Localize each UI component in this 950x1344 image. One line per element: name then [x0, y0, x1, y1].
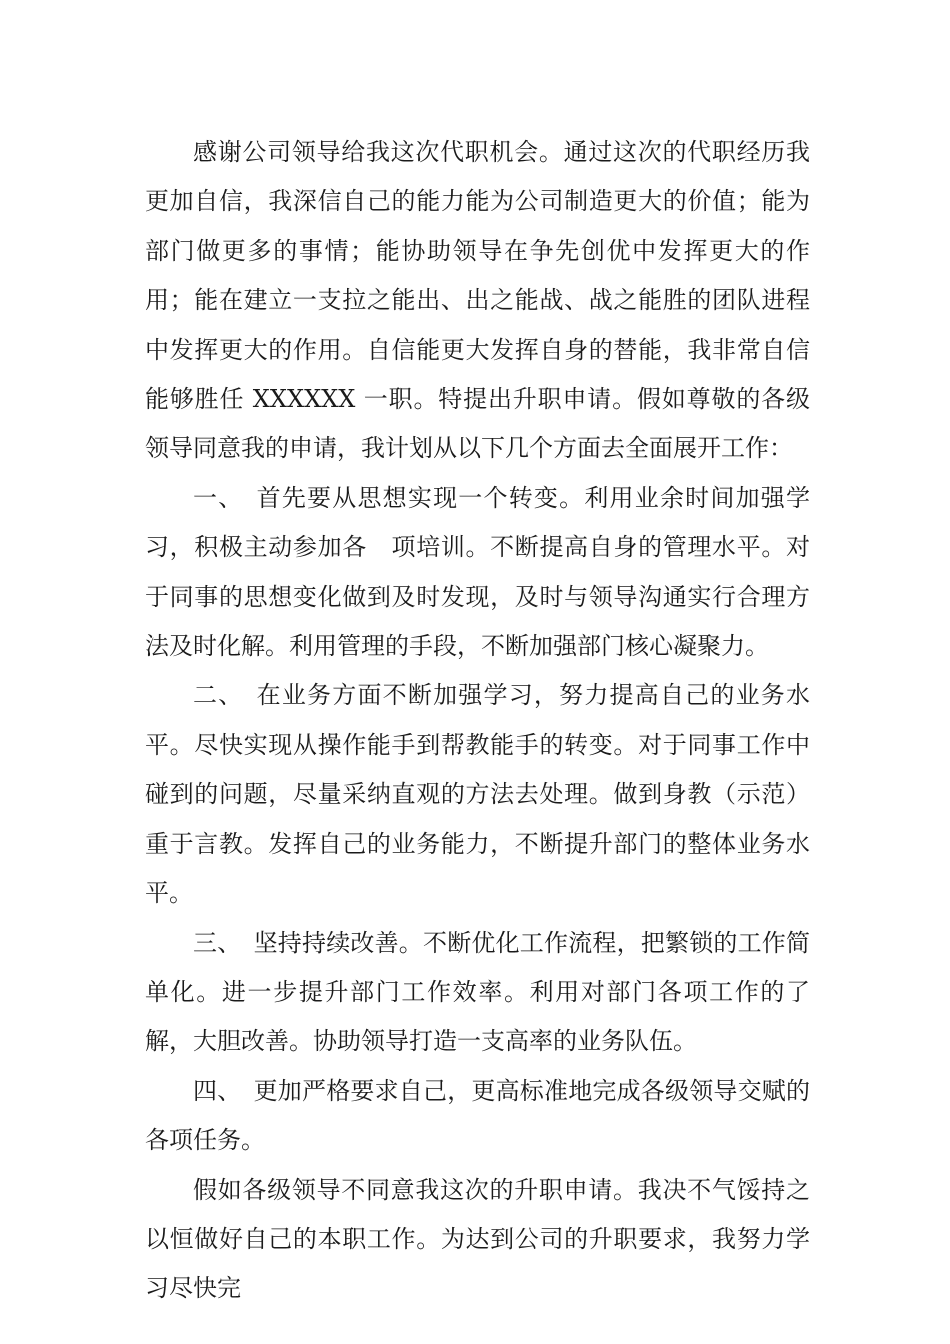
paragraph-intro: 感谢公司领导给我这次代职机会。通过这次的代职经历我更加自信，我深信自己的能力能为公司制造更大的价值；能为部门做更多的事情；能协助领导在争先创优中发挥更大的作用；能在建立一支拉之能出、出之能战、战之能胜的团队进程中发挥更大的作用。自信能更大发挥自身的替能，我非常自信能够胜任 XXXXXX 一职。特提出升职申请。假如尊敬的各级领导同意我的申请，我计划从以下几个方面去全面展开工作：	[145, 138, 810, 463]
paragraph-point-1: 一、 首先要从思想实现一个转变。利用业余时间加强学习，积极主动参加各 项培训。不断提高自身的管理水平。对于同事的思想变化做到及时发现，及时与领导沟通实行合理方法及时化解。利用管理的手段，不断加强部门核心凝聚力。	[145, 483, 810, 661]
paragraph-point-2: 二、 在业务方面不断加强学习，努力提高自己的业务水平。尽快实现从操作能手到帮教能手的转变。对于同事工作中碰到的问题，尽量采纳直观的方法去处理。做到身教（示范）重于言教。发挥自己的业务能力，不断提升部门的整体业务水平。	[145, 681, 810, 908]
document-body	[145, 128, 810, 1314]
paragraph-point-4: 四、 更加严格要求自己，更高标准地完成各级领导交赋的各项任务。	[145, 1076, 810, 1155]
paragraph-closing: 假如各级领导不同意我这次的升职申请。我决不气馁持之以恒做好自己的本职工作。为达到公司的升职要求，我努力学习尽快完	[145, 1175, 810, 1303]
paragraph-point-3: 三、 坚持持续改善。不断优化工作流程，把繁锁的工作简单化。进一步提升部门工作效率。利用对部门各项工作的了解，大胆改善。协助领导打造一支高率的业务队伍。	[145, 928, 810, 1056]
